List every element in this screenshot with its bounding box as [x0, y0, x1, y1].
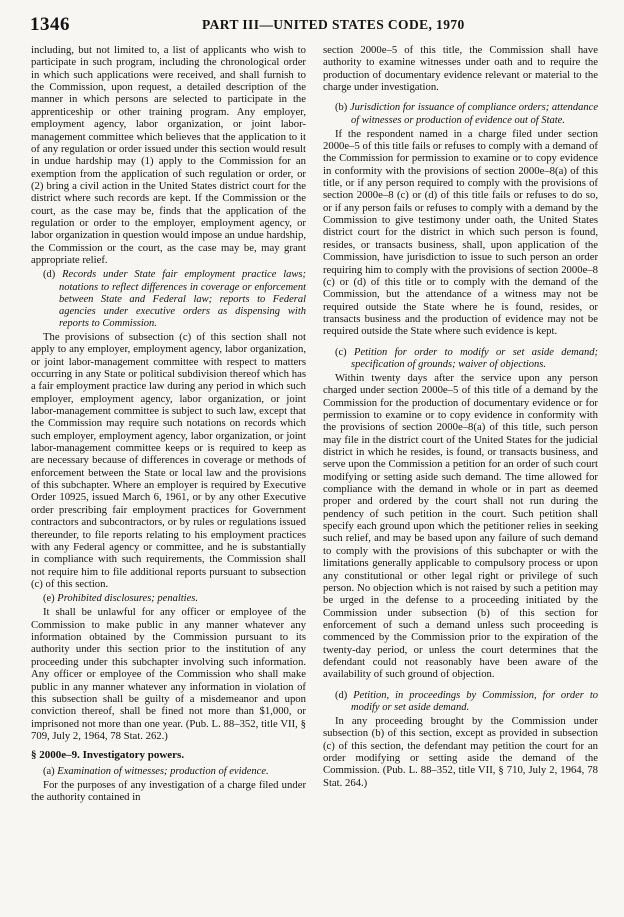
subsection-label: (d)	[43, 269, 56, 281]
subsection-heading-c	[335, 347, 598, 371]
paragraph: section 2000e–5 of this title, the Commission shall have authority to examine witnesses under oath and to require the production of documentary evidence relevant or material to the charge under investigation.	[323, 44, 598, 94]
subsection-label: (d)	[335, 689, 348, 701]
subsection-label: (a)	[43, 766, 55, 778]
paragraph: including, but not limited to, a list of applicants who wish to participate in such program, including the chronological order in which such applications were received, and shall furnish to the Commission, upon request, a detailed description of the manner in which persons are selected to participate in the apprenticeship or other training program. Any employer, employment agency, labor organization, or joint labor-management committee which believes that the application to it of any regulation or order issued under this section would result in undue hardship may (1) apply to the Commission for an exemption from the application of such regulation or order, or (2) bring a civil action in the United States district court for the district where such records are kept. If the Commission or the court, as the case may be, finds that the application of the regulation or order to the employer, employment agency, or labor organization in question would impose an undue hardship, the Commission or the court, as the case may be, may grant appropriate relief.	[31, 44, 306, 267]
subsection-title: Prohibited disclosures; penalties.	[57, 593, 198, 605]
subsection-heading-e	[43, 593, 306, 605]
paragraph: For the purposes of any investigation of a charge filed under the authority contained in	[31, 779, 306, 804]
subsection-heading-b	[335, 102, 598, 126]
subsection-label: (b)	[335, 102, 348, 114]
subsection-heading-d	[335, 690, 598, 714]
section-heading: § 2000e–9. Investigatory powers.	[31, 749, 185, 762]
subsection-title: Records under State fair employment practice laws; notations to reflect differences in coverage or enforcement between State and Federal law; reports to Federal agencies under executive orders as dispensing with reports to Commission.	[59, 269, 306, 329]
page-number: 1346	[30, 14, 70, 35]
subsection-title: Jurisdiction for issuance of compliance orders; attendance of witnesses or production of evidence out of State.	[349, 102, 598, 126]
paragraph: Within twenty days after the service upon any person charged under section 2000e–5 of this title of a demand by the Commission for the production of documentary evidence or for permission to examine or to copy evidence in conformity with the provisions of section 2000e–8(a) of this title, such person may file in the district court of the United States for the judicial district in which he resides, is found, or transacts business, and serve upon the Commission a petition for an order of such court modifying or setting aside such demand. The time allowed for compliance with the demand in whole or in part as deemed proper and ordered by the court shall not run during the pendency of such petition in the court. Such petition shall specify each ground upon which the petitioner relies in seeking such relief, and may be based upon any failure of such demand to comply with the provisions of this subchapter or with the limitations generally applicable to compulsory process or upon any constitutional or other legal right or privilege of such person. No objection which is not raised by such a petition may be urged in the defense to a proceeding initiated by the Commission under subsection (b) of this section for enforcement of such a demand unless such proceeding is commenced by the Commission prior to the expiration of the twenty-day period, or unless the court determines that the defendant could not reasonably have been aware of the availability of such ground of objection.	[323, 371, 598, 681]
paragraph: If the respondent named in a charge filed under section 2000e–5 of this title fails or refuses to comply with a demand of the Commission for permission to examine or to copy evidence in conformity with the provisions of section 2000e–8(a) of this title, or if any person required to comply with the provisions of section 2000e–8 (c) or (d) of this title fails or refuses to do so, or if any person fails or refuses to comply with a demand by the Commission to give testimony under oath, the United States district court for the district in which such person is found, resides, or transacts business, shall, upon application of the Commission, have jurisdiction to issue to such person an order requiring him to comply with the provisions of section 2000e–8 (c) or (d) of this title or to comply with the demand of the Commission, but the attendance of a witness may not be required outside the State where he is found, resides, or transacts business and the production of evidence may not be required outside the State where such evidence is kept.	[323, 127, 598, 338]
subsection-title: Petition, in proceedings by Commission, for order to modify or set aside demand.	[351, 689, 598, 713]
subsection-label: (c)	[335, 346, 347, 358]
left-column	[31, 44, 306, 910]
subsection-heading-d	[43, 269, 306, 329]
subsection-title: Examination of witnesses; production of evidence.	[57, 766, 269, 778]
paragraph: The provisions of subsection (c) of this section shall not apply to any employer, employment agency, labor organization, or joint labor-management committee with respect to matters occurring in any State or political subdivision thereof which has a fair employment practice law during any period in which such employer, employment agency, labor organization, or joint labor-management committee is subject to such law, except that the Commission may require such notations on records which such employer, employment agency, labor organization, or joint labor-management committee keeps or is required to keep as are necessary because of differences in coverage or methods of enforcement between the State or local law and the provisions of this subchapter. Where an employer is required by Executive Order 10925, issued March 6, 1961, or by any other Executive order prescribing fair employment practices for Government contractors and subcontractors, or by rules or regulations issued thereunder, to file reports relating to his employment practices with any Federal agency or committee, and he is substantially in compliance with such requirements, the Commission shall not require him to file additional reports pursuant to subsection (c) of this section.	[31, 330, 306, 590]
running-title: PART III—UNITED STATES CODE, 1970	[202, 17, 465, 32]
subsection-title: Petition for order to modify or set aside demand; specification of grounds; waiver of objections.	[351, 346, 598, 370]
paragraph: In any proceeding brought by the Commission under subsection (b) of this section, except as provided in subsection (c) of this section, the defendant may petition the court for an order modifying or setting aside the demand of the Commission. (Pub. L. 88–352, title VII, § 710, July 2, 1964, 78 Stat. 264.)	[323, 714, 598, 789]
subsection-label: (e)	[43, 593, 55, 605]
subsection-heading-a	[43, 766, 306, 778]
page-header	[30, 14, 600, 42]
right-column	[323, 44, 598, 910]
paragraph: It shall be unlawful for any officer or employee of the Commission to make public in any manner whatever any information obtained by the Commission pursuant to its authority under this section prior to the institution of any proceeding under this subchapter involving such information. Any officer or employee of the Commission who shall make public in any manner whatever any information in violation of this subsection shall be guilty of a misdemeanor and upon conviction thereof, shall be fined not more than $1,000, or imprisoned not more than one year. (Pub. L. 88–352, title VII, § 709, July 2, 1964, 78 Stat. 262.)	[31, 606, 306, 742]
